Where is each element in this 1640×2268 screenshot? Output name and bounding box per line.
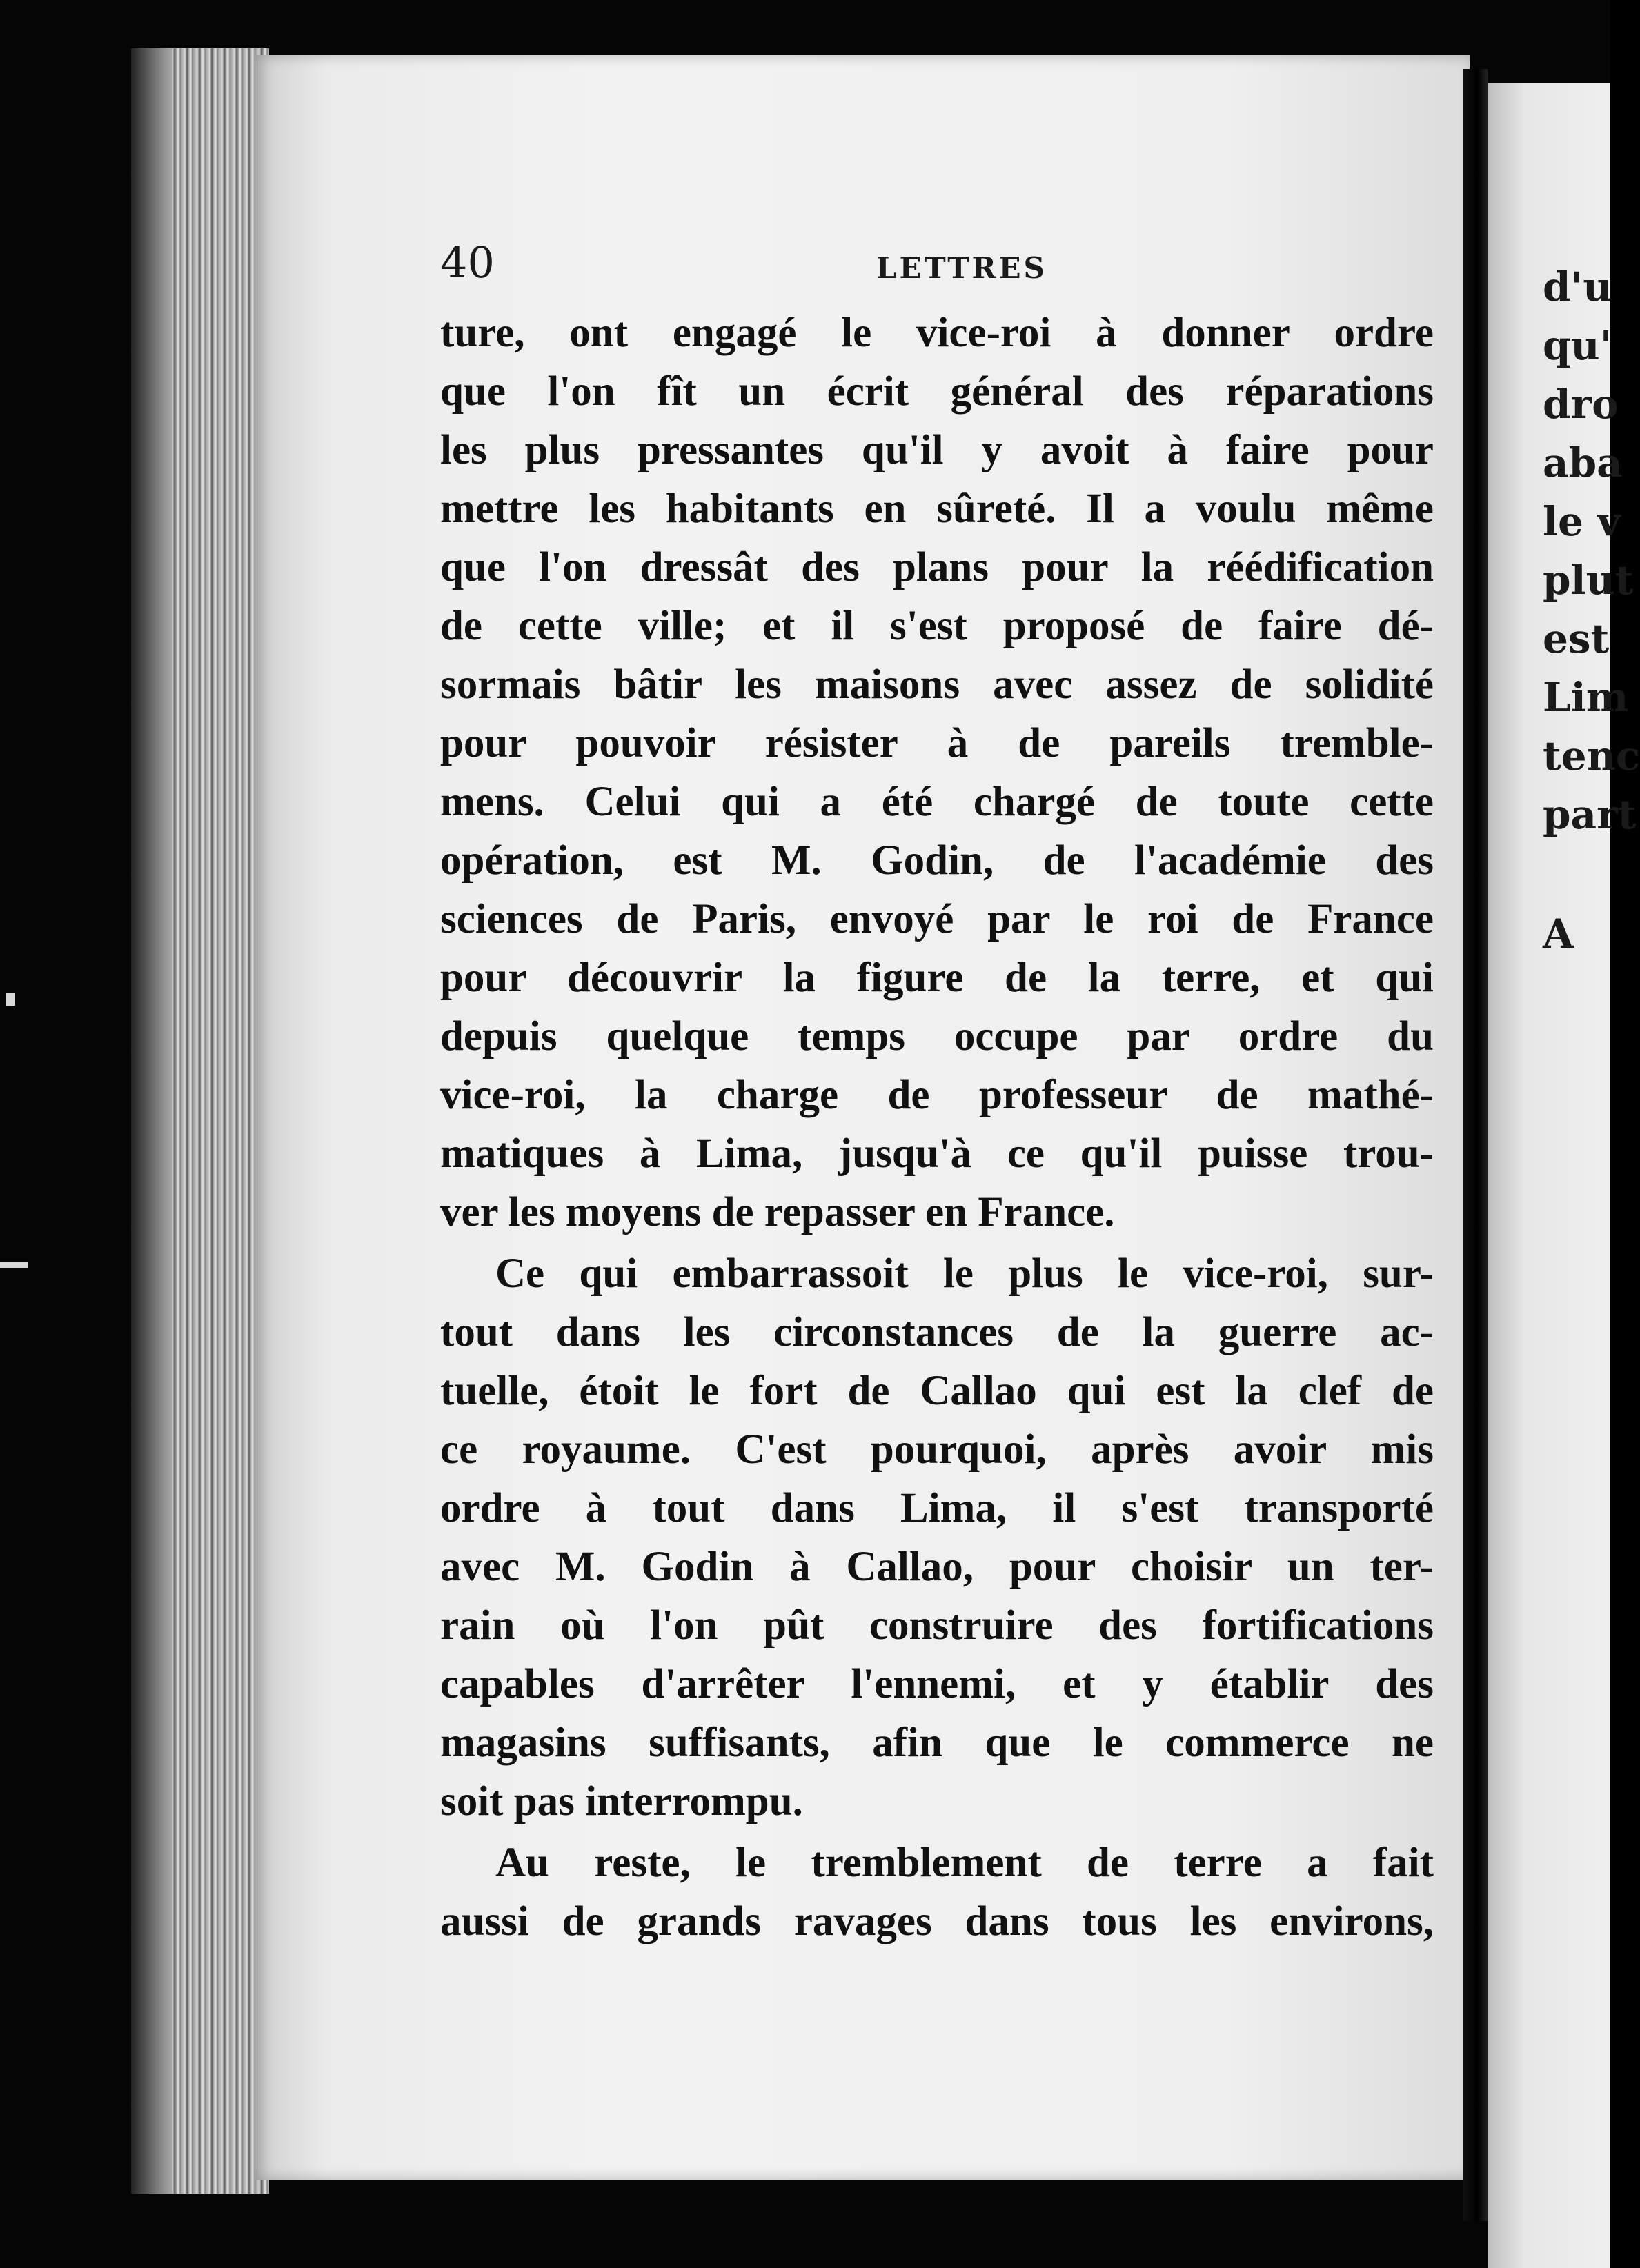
text-line: sciences de Paris, envoyé par le roi de France	[440, 896, 1434, 942]
text-line: ver les moyens de repasser en France.	[440, 1189, 1115, 1235]
text-line: tuelle, étoit le fort de Callao qui est la clef de	[440, 1368, 1434, 1414]
text-line: mens. Celui qui a été chargé de toute cette	[440, 779, 1434, 825]
text-line: capables d'arrêter l'ennemi, et y établir des	[440, 1661, 1434, 1707]
text-line: matiques à Lima, jusqu'à ce qu'il puisse trou-	[440, 1131, 1434, 1177]
facing-text-line: aba	[1543, 439, 1623, 486]
text-line: Au reste, le tremblement de terre a fait	[495, 1840, 1434, 1886]
text-line: que l'on fît un écrit général des réparations	[440, 368, 1434, 415]
edge-mark	[6, 993, 15, 1006]
text-line: avec M. Godin à Callao, pour choisir un ter-	[440, 1544, 1434, 1590]
text-line: tout dans les circonstances de la guerre ac-	[440, 1309, 1434, 1355]
text-line: ordre à tout dans Lima, il s'est transporté	[440, 1485, 1434, 1531]
facing-text-line: Lim	[1543, 674, 1629, 721]
facing-page	[1488, 83, 1640, 2268]
page-number: 40	[440, 237, 495, 288]
text-line: depuis quelque temps occupe par ordre du	[440, 1013, 1434, 1060]
edge-mark	[0, 1262, 28, 1268]
facing-text-line: A	[1543, 911, 1574, 957]
text-line: pour découvrir la figure de la terre, et qui	[440, 955, 1434, 1001]
text-line: sormais bâtir les maisons avec assez de solidité	[440, 662, 1434, 708]
facing-text-line: dro	[1543, 381, 1619, 428]
text-line: vice-roi, la charge de professeur de mathé-	[440, 1072, 1434, 1118]
facing-text-line: plut	[1543, 557, 1634, 604]
text-line: ce royaume. C'est pourquoi, après avoir mis	[440, 1426, 1434, 1473]
facing-text-line: qu'	[1543, 322, 1612, 369]
facing-text-line: part	[1543, 791, 1637, 838]
text-line: de cette ville; et il s'est proposé de faire dé-	[440, 603, 1434, 649]
text-line: magasins suffisants, afin que le commerce ne	[440, 1720, 1434, 1766]
text-line: pour pouvoir résister à de pareils tremble-	[440, 720, 1434, 766]
book-cover-edge	[131, 48, 172, 2194]
text-line: rain où l'on pût construire des fortifications	[440, 1602, 1434, 1649]
facing-text-line: tenc	[1543, 733, 1640, 779]
running-head: LETTRES	[876, 251, 1047, 285]
text-line: Ce qui embarrassoit le plus le vice-roi, sur-	[495, 1251, 1434, 1297]
text-line: soit pas interrompu.	[440, 1778, 803, 1824]
text-line: opération, est M. Godin, de l'académie des	[440, 837, 1434, 884]
facing-text-line: est	[1543, 615, 1610, 662]
text-line: que l'on dressât des plans pour la réédification	[440, 544, 1434, 590]
text-line: mettre les habitants en sûreté. Il a voulu même	[440, 486, 1434, 532]
facing-text-line: d'u	[1543, 263, 1612, 310]
text-line: aussi de grands ravages dans tous les environs,	[440, 1898, 1434, 1944]
text-line: les plus pressantes qu'il y avoit à faire pour	[440, 427, 1434, 473]
facing-text-line: le v	[1543, 498, 1621, 545]
body-text	[440, 304, 1434, 1951]
text-line: ture, ont engagé le vice-roi à donner ordre	[440, 310, 1434, 356]
book-page	[255, 55, 1470, 2180]
page-gutter	[1463, 69, 1488, 2221]
